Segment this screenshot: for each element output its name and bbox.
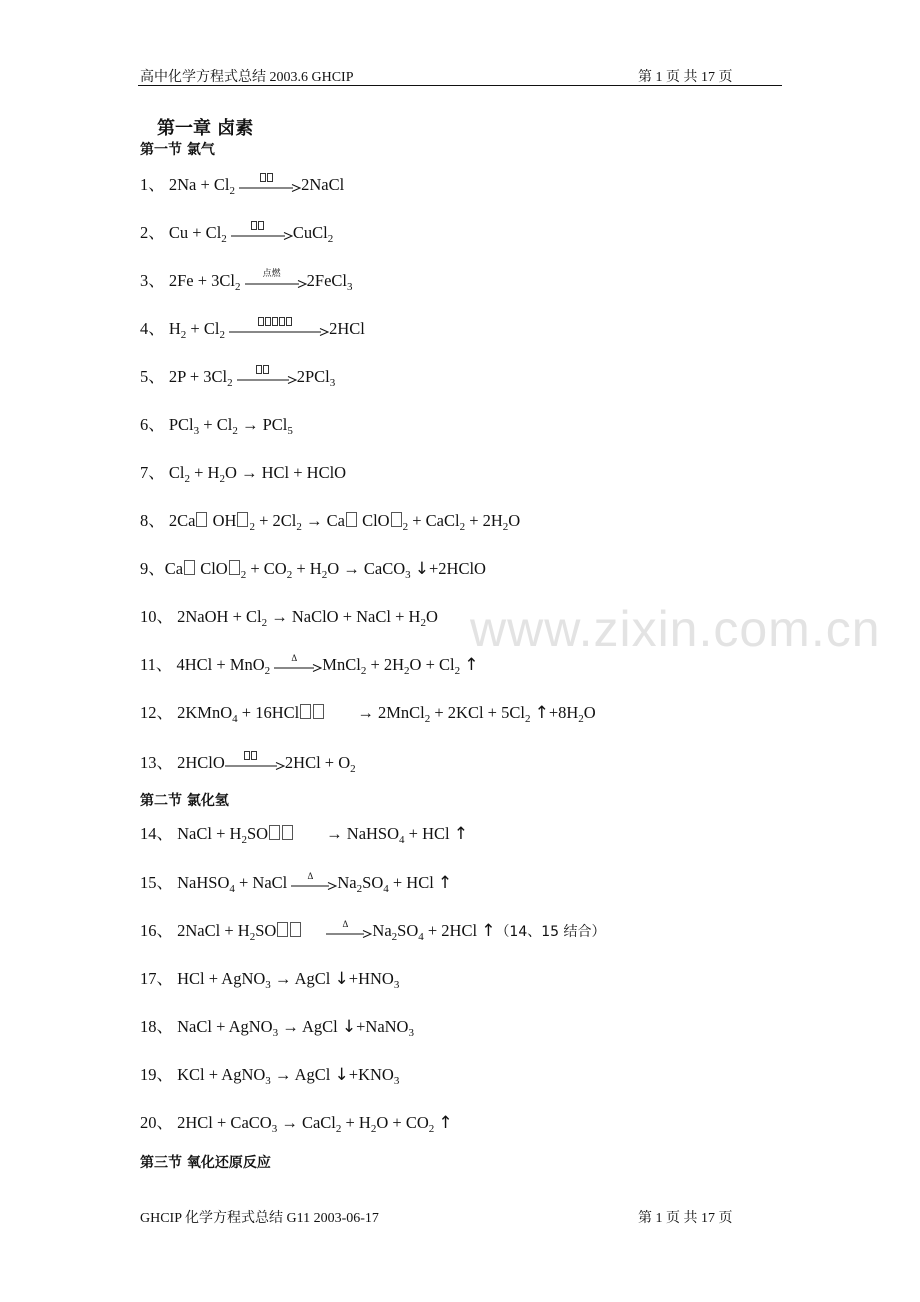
equation-note: （14、15 结合） [495, 924, 606, 940]
reaction-arrow [229, 321, 329, 339]
header-page-number: 第 1 页 共 17 页 [638, 70, 733, 85]
reaction-arrow: Δ [274, 657, 322, 675]
reaction-arrow: Δ [291, 875, 337, 893]
section-heading-redox: 第三节 氧化还原反应 [140, 1155, 271, 1171]
equation-number: 13、 [140, 753, 173, 772]
equation-number: 7、 [140, 463, 165, 482]
equation-number: 3、 [140, 271, 165, 290]
footer-page-number: 第 1 页 共 17 页 [638, 1211, 733, 1226]
equation-4: 4、 $H_2 + Cl_2$ 2HCl [140, 319, 365, 341]
watermark: www.zixin.com.cn [470, 601, 881, 657]
equation-10: 10、 2NaOH + $Cl_2$ → NaClO + NaCl + $H_2O$ [140, 607, 438, 629]
equation-12: 12、 2KMnO$_4$ + 16HCl → 2MnCl$_2$ + $2KCl + 5Cl_2$ $↑+8H_2O$ [140, 703, 596, 725]
section-heading-hydrogen-chloride: 第二节 氯化氢 [140, 793, 229, 809]
equation-number: 8、 [140, 511, 165, 530]
equation-number: 6、 [140, 415, 165, 434]
equation-13: 13、 2HClO $2HCl + O_2$ [140, 753, 356, 775]
equation-number: 9、 [140, 559, 165, 578]
reaction-arrow [231, 225, 293, 243]
reaction-arrow [237, 369, 297, 387]
equation-number: 11、 [140, 655, 173, 674]
equation-19: 19、 KCl + AgNO$_3$ → AgCl $↓+KNO_3$ [140, 1065, 400, 1087]
equation-number: 20、 [140, 1113, 173, 1132]
equation-number: 16、 [140, 921, 173, 940]
equation-20: 20、 2HCl + CaCO$_3$ → CaCl$_2$ + $H_2O + CO_2$ ↑ [140, 1113, 453, 1135]
equation-1: 1、 $2Na + Cl_2$ 2NaCl [140, 175, 345, 197]
equation-number: 10、 [140, 607, 173, 626]
equation-7: 7、 $Cl_2 + H_2O$ → HCl + HClO [140, 463, 347, 485]
chapter-title: 第一章 卤素 [157, 118, 254, 139]
equation-17: 17、 HCl + AgNO$_3$ → AgCl $↓+HNO_3$ [140, 969, 400, 991]
header-rule [138, 85, 782, 86]
reaction-arrow: Δ [326, 923, 372, 941]
equation-number: 1、 [140, 175, 165, 194]
reaction-arrow [225, 755, 285, 773]
equation-8: 8、 2Ca OH $_2 + 2Cl_2 \to Ca$ ClO $_2$ + CaCl$_2$ + $2H_2O$ [140, 511, 521, 533]
equation-18: 18、 NaCl + AgNO$_3$ → AgCl ↓+NaNO$_3$ [140, 1017, 414, 1039]
reaction-arrow [239, 177, 301, 195]
equation-2: 2、 $Cu + Cl_2$ CuCl$_2$ [140, 223, 334, 245]
reaction-arrow: 点燃 [245, 273, 307, 291]
equation-number: 19、 [140, 1065, 173, 1084]
equation-15: 15、 NaHSO$_4$ + NaCl Δ $Na_2SO_4$ + HCl ↑ [140, 871, 453, 895]
equation-number: 18、 [140, 1017, 173, 1036]
equation-number: 17、 [140, 969, 173, 988]
header-title: 高中化学方程式总结 2003.6 GHCIP [140, 70, 354, 85]
section-heading-chlorine: 第一节 氯气 [140, 142, 215, 158]
equation-6: 6、 $PCl_3 + Cl_2 \to PCl_5$ [140, 415, 293, 437]
equation-number: 12、 [140, 703, 173, 722]
footer-title: GHCIP 化学方程式总结 G11 2003-06-17 [140, 1211, 379, 1226]
equation-number: 14、 [140, 824, 173, 843]
equation-16: 16、 2NaCl + $H_2SO$ Δ $Na_2SO_4 + 2HCl$ ↑（14、15 结合） [140, 919, 606, 943]
equation-number: 4、 [140, 319, 165, 338]
equation-14: 14、 NaCl + $H_2SO$ → NaHSO$_4$ + HCl ↑ [140, 824, 468, 846]
equation-5: 5、 $2P + 3Cl_2$ 2PCl$_3$ [140, 367, 336, 389]
equation-11: 11、 4HCl + MnO$_2$ Δ MnCl$_2$ + $2H_2O + Cl_2$ ↑ [140, 653, 479, 677]
equation-3: 3、 $2Fe + 3Cl_2$ 点燃 2FeCl$_3$ [140, 269, 353, 293]
equation-number: 5、 [140, 367, 165, 386]
equation-9: 9、Ca ClO $_2 + CO_2 + H_2O$ → CaCO$_3$ ↓+2HClO [140, 559, 486, 581]
equation-number: 15、 [140, 873, 173, 892]
equation-number: 2、 [140, 223, 165, 242]
